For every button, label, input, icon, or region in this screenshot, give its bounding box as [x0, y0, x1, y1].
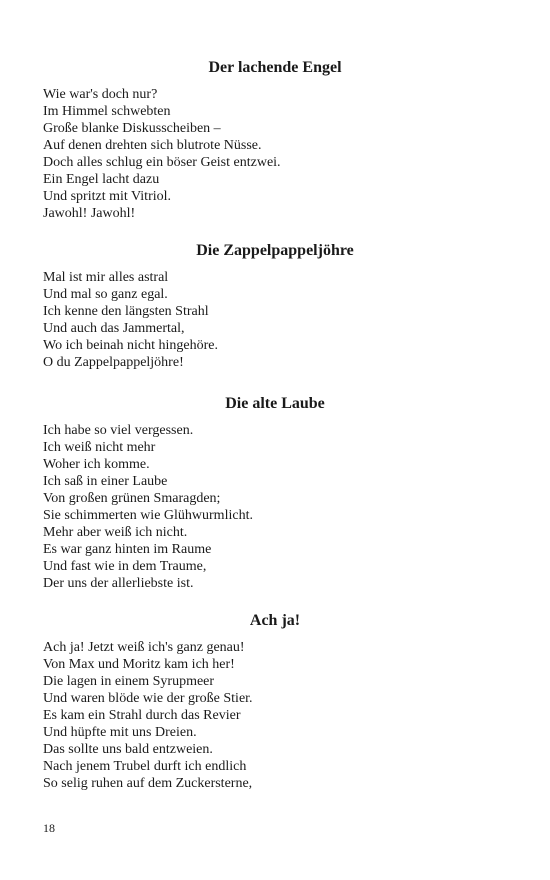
poem-line: Und hüpfte mit uns Dreien.	[43, 725, 197, 740]
poem-line: Es war ganz hinten im Raume	[43, 542, 212, 557]
poem-line: Große blanke Diskusscheiben –	[43, 121, 221, 136]
poem-line: Auf denen drehten sich blutrote Nüsse.	[43, 138, 262, 153]
poem-stanza	[43, 269, 507, 371]
poem-line: Ich kenne den längsten Strahl	[43, 304, 209, 319]
poem-line: So selig ruhen auf dem Zuckersterne,	[43, 776, 253, 791]
poem-line: Ein Engel lacht dazu	[43, 172, 160, 187]
poem-line: Wie war's doch nur?	[43, 87, 158, 102]
poem-line: Und mal so ganz egal.	[43, 287, 168, 302]
poem-line: O du Zappelpappeljöhre!	[43, 355, 184, 370]
page-number: 18	[43, 821, 55, 835]
poem-stanza	[43, 422, 507, 592]
poem-line: Ich weiß nicht mehr	[43, 440, 156, 455]
poem-line: Ich saß in einer Laube	[43, 474, 168, 489]
poem-title: Ach ja!	[249, 612, 301, 629]
poem-die-zappelpappeljoehre	[43, 241, 507, 371]
poem-title: Der lachende Engel	[208, 59, 342, 76]
poem-line: Und spritzt mit Vitriol.	[43, 189, 172, 204]
poem-line: Doch alles schlug ein böser Geist entzwei.	[43, 155, 281, 170]
poem-line: Jawohl! Jawohl!	[43, 206, 136, 221]
poem-line: Woher ich komme.	[43, 457, 150, 472]
poem-line: Es kam ein Strahl durch das Revier	[43, 708, 241, 723]
poem-line: Ach ja! Jetzt weiß ich's ganz genau!	[43, 640, 245, 655]
poem-line: Die lagen in einem Syrupmeer	[43, 674, 215, 689]
poem-stanza	[43, 86, 507, 222]
poem-ach-ja	[43, 611, 507, 792]
poem-line: Sie schimmerten wie Glühwurmlicht.	[43, 508, 253, 523]
poem-line: Wo ich beinah nicht hingehöre.	[43, 338, 218, 353]
poem-line: Der uns der allerliebste ist.	[43, 576, 194, 591]
poem-title: Die Zappelpappeljöhre	[196, 242, 354, 259]
poem-line: Und waren blöde wie der große Stier.	[43, 691, 253, 706]
poem-der-lachende-engel	[43, 58, 507, 222]
poem-line: Von Max und Moritz kam ich her!	[43, 657, 235, 672]
poem-line: Und fast wie in dem Traume,	[43, 559, 207, 574]
poem-line: Von großen grünen Smaragden;	[43, 491, 221, 506]
poem-line: Mal ist mir alles astral	[43, 270, 169, 285]
poem-line: Ich habe so viel vergessen.	[43, 423, 194, 438]
poem-title: Die alte Laube	[225, 395, 325, 412]
poem-line: Im Himmel schwebten	[43, 104, 171, 119]
poem-line: Und auch das Jammertal,	[43, 321, 185, 336]
poem-line: Mehr aber weiß ich nicht.	[43, 525, 188, 540]
poem-line: Das sollte uns bald entzweien.	[43, 742, 213, 757]
poem-die-alte-laube	[43, 394, 507, 592]
poem-stanza	[43, 639, 507, 792]
poem-line: Nach jenem Trubel durft ich endlich	[43, 759, 247, 774]
